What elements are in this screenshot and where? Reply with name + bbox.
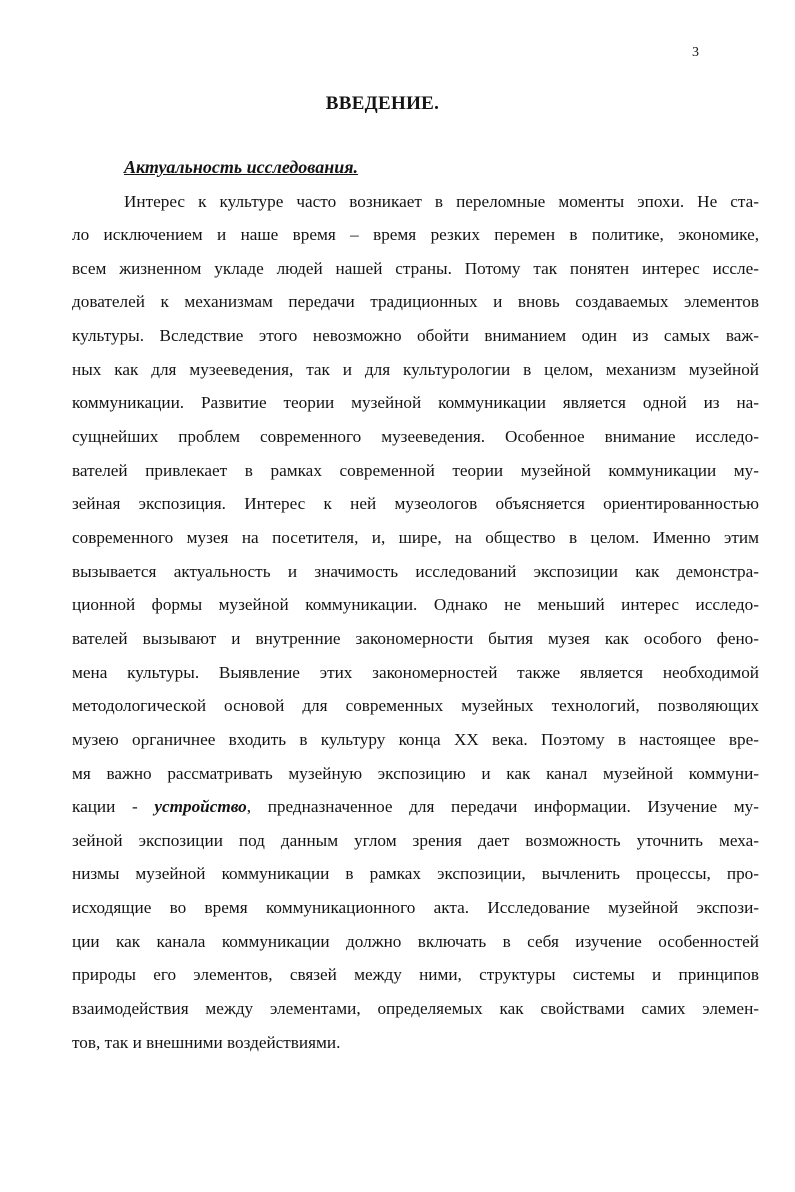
- text-line: Интерес к культуре часто возникает в переломные моменты эпохи. Не ста-: [124, 192, 759, 211]
- page-number: 3: [692, 45, 699, 60]
- text-line: дователей к механизмам передачи традиционных и вновь создаваемых элементов: [72, 292, 759, 311]
- text-line: вызывается актуальность и значимость исследований экспозиции как демонстра-: [72, 562, 759, 581]
- text-line: культуры. Вследствие этого невозможно обойти вниманием один из самых важ-: [72, 326, 759, 345]
- text-fragment: , предназначенное для передачи информации. Изучение му-: [246, 797, 759, 816]
- text-line: вателей привлекает в рамках современной теории музейной коммуникации му-: [72, 461, 759, 480]
- text-line: музею органичнее входить в культуру конца XX века. Поэтому в настоящее вре-: [72, 730, 759, 749]
- text-line: вателей вызывают и внутренние закономерности бытия музея как особого фено-: [72, 629, 759, 648]
- text-line: современного музея на посетителя, и, шире, на общество в целом. Именно этим: [72, 528, 759, 547]
- text-line: [72, 790, 759, 823]
- text-line: взаимодействия между элементами, определяемых как свойствами самих элемен-: [72, 999, 759, 1018]
- text-line: ции как канала коммуникации должно включать в себя изучение особенностей: [72, 932, 759, 951]
- section-heading: Актуальность исследования.: [124, 157, 358, 177]
- page-title: ВВЕДЕНИЕ.: [325, 93, 440, 114]
- text-line: мя важно рассматривать музейную экспозицию и как канал музейной коммуни-: [72, 764, 759, 783]
- text-fragment: кации -: [72, 797, 155, 816]
- text-line: ных как для музееведения, так и для культурологии в целом, механизм музейной: [72, 360, 759, 379]
- text-line: низмы музейной коммуникации в рамках экспозиции, вычленить процессы, про-: [72, 864, 759, 883]
- text-line: всем жизненном укладе людей нашей страны. Потому так понятен интерес иссле-: [72, 259, 759, 278]
- emphasized-term: устройство: [154, 797, 247, 816]
- text-line: ло исключением и наше время – время резких перемен в политике, экономике,: [72, 225, 759, 244]
- text-line: сущнейших проблем современного музееведения. Особенное внимание исследо-: [72, 427, 759, 446]
- text-line: зейная экспозиция. Интерес к ней музеологов объясняется ориентированностью: [72, 494, 759, 513]
- text-line: природы его элементов, связей между ними, структуры системы и принципов: [72, 965, 759, 984]
- text-line: методологической основой для современных музейных технологий, позволяющих: [72, 696, 759, 715]
- text-line: исходящие во время коммуникационного акта. Исследование музейной экспози-: [72, 898, 759, 917]
- text-line: ционной формы музейной коммуникации. Однако не меньший интерес исследо-: [72, 595, 759, 614]
- text-line: мена культуры. Выявление этих закономерностей также является необходимой: [72, 663, 759, 682]
- text-line: коммуникации. Развитие теории музейной коммуникации является одной из на-: [72, 393, 759, 412]
- text-line: тов, так и внешними воздействиями.: [72, 1033, 341, 1052]
- text-line: зейной экспозиции под данным углом зрения дает возможность уточнить меха-: [72, 831, 759, 850]
